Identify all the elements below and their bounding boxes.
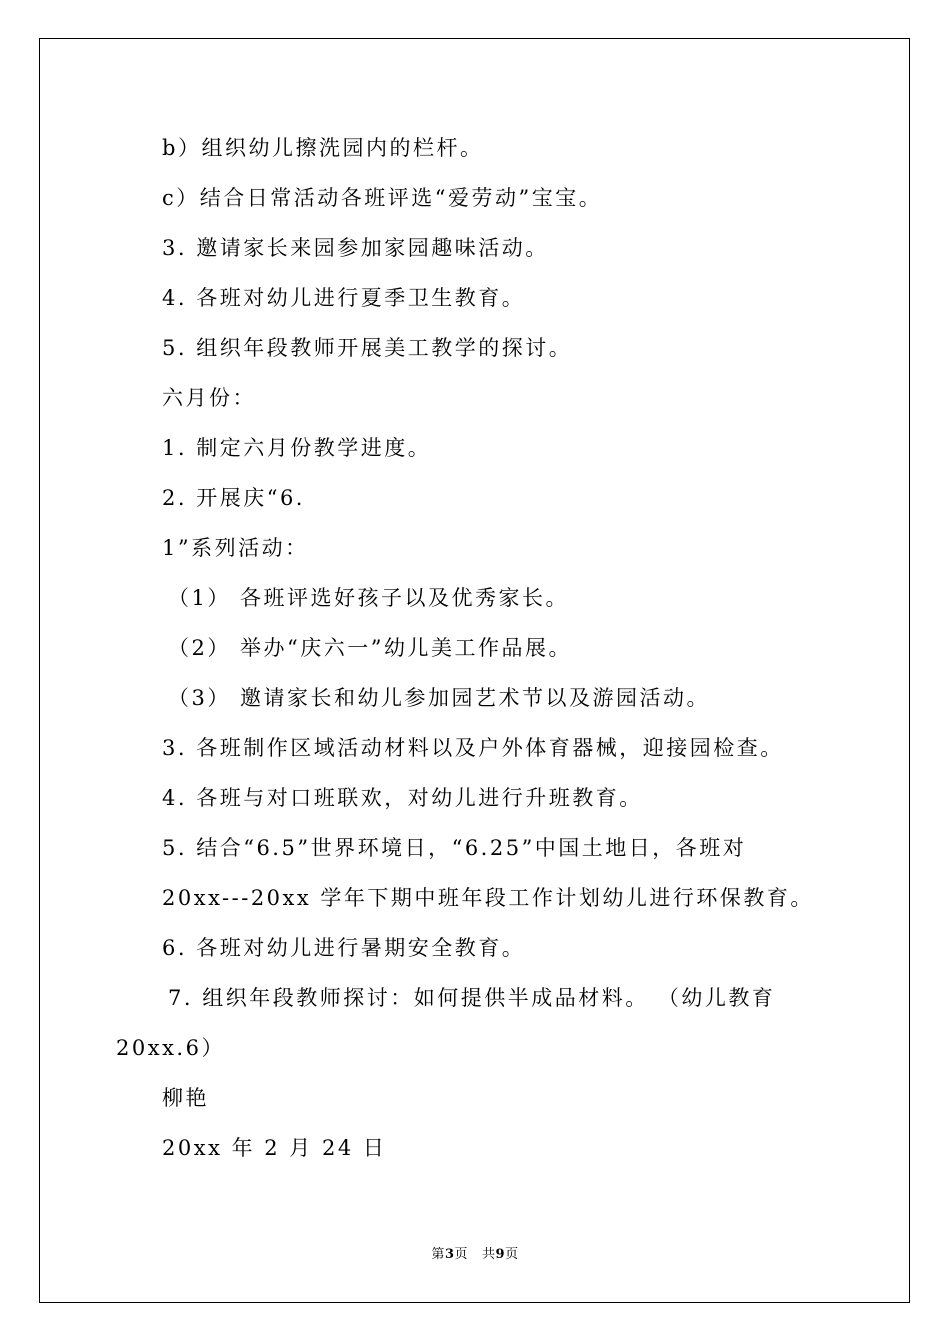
text-line: 1. 制定六月份教学进度。 xyxy=(162,436,432,460)
text-line: 7. 组织年段教师探讨：如何提供半成品材料。 （幼儿教育 xyxy=(168,986,776,1010)
signature-date: 20xx 年 2 月 24 日 xyxy=(162,1136,387,1160)
text-line: （2） 举办“庆六一”幼儿美工作品展。 xyxy=(168,636,573,660)
text-line: 3. 各班制作区域活动材料以及户外体育器械，迎接园检查。 xyxy=(162,736,784,760)
text-line: c）结合日常活动各班评选“爱劳动”宝宝。 xyxy=(162,186,603,210)
total-prefix: 共 xyxy=(482,1247,496,1262)
text-line: 4. 各班对幼儿进行夏季卫生教育。 xyxy=(162,286,526,310)
text-line: 20xx.6） xyxy=(116,1036,225,1060)
text-line: 4. 各班与对口班联欢，对幼儿进行升班教育。 xyxy=(162,786,643,810)
page-footer xyxy=(0,1247,950,1263)
text-line: 2. 开展庆“6. xyxy=(162,486,305,510)
page-current: 3 xyxy=(444,1247,455,1262)
section-heading: 六月份： xyxy=(162,386,256,410)
text-line: 5. 组织年段教师开展美工教学的探讨。 xyxy=(162,336,573,360)
page-prefix: 第 xyxy=(431,1247,445,1262)
page-border xyxy=(39,38,910,1303)
signature-name: 柳艳 xyxy=(162,1086,209,1110)
text-line: b）组织幼儿擦洗园内的栏杆。 xyxy=(162,136,484,160)
text-line: （1） 各班评选好孩子以及优秀家长。 xyxy=(168,586,570,610)
text-line: 3. 邀请家长来园参加家园趣味活动。 xyxy=(162,236,549,260)
page-label: 页 xyxy=(454,1247,468,1262)
text-line: 5. 结合“6.5”世界环境日，“6.25”中国土地日，各班对 xyxy=(162,836,747,860)
text-line: 1”系列活动： xyxy=(162,536,309,560)
text-line: 6. 各班对幼儿进行暑期安全教育。 xyxy=(162,936,526,960)
text-line: 20xx---20xx 学年下期中班年段工作计划幼儿进行环保教育。 xyxy=(162,886,814,910)
text-line: （3） 邀请家长和幼儿参加园艺术节以及游园活动。 xyxy=(168,686,711,710)
page-total: 9 xyxy=(495,1247,506,1262)
total-label: 页 xyxy=(505,1247,519,1262)
